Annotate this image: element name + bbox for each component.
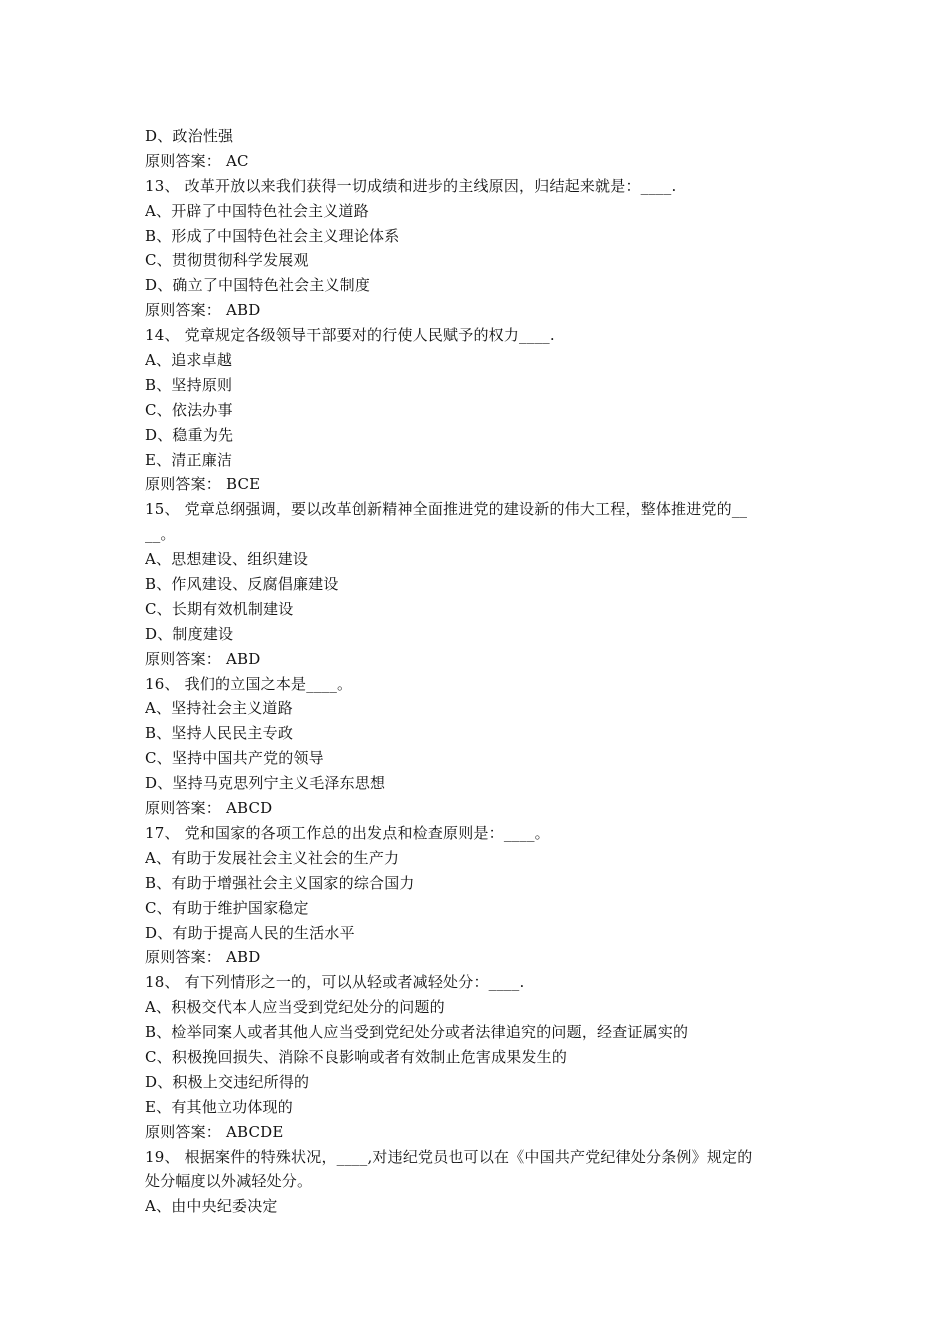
option-c-q13: C、贯彻贯彻科学发展观 [145, 251, 309, 270]
question-15-continued: __。 [145, 525, 176, 544]
option-e-q18: E、有其他立功体现的 [145, 1097, 293, 1116]
question-13: 13、 改革开放以来我们获得一切成绩和进步的主线原因，归结起来就是：____. [145, 176, 677, 195]
answer-q17: 原则答案： ABD [145, 948, 261, 967]
option-d-q12: D、政治性强 [145, 127, 234, 145]
question-18: 18、 有下列情形之一的，可以从轻或者减轻处分：____. [145, 973, 525, 992]
question-15: 15、 党章总纲强调，要以改革创新精神全面推进党的建设新的伟大工程，整体推进党的__ [145, 500, 748, 519]
option-c-q17: C、有助于维护国家稳定 [145, 898, 309, 917]
question-19: 19、 根据案件的特殊状况，____,对违纪党员也可以在《中国共产党纪律处分条例》规定的 [145, 1147, 753, 1166]
answer-q14: 原则答案： BCE [145, 475, 261, 494]
option-a-q16: A、坚持社会主义道路 [145, 699, 293, 718]
option-a-q19: A、由中央纪委决定 [145, 1197, 278, 1216]
option-b-q18: B、检举同案人或者其他人应当受到党纪处分或者法律追究的问题，经查证属实的 [145, 1023, 689, 1042]
option-e-q14: E、清正廉洁 [145, 450, 233, 469]
option-d-q18: D、积极上交违纪所得的 [145, 1072, 310, 1091]
option-a-q18: A、积极交代本人应当受到党纪处分的问题的 [145, 998, 445, 1017]
option-a-q15: A、思想建设、组织建设 [145, 550, 309, 569]
answer-q18: 原则答案： ABCDE [145, 1122, 284, 1141]
answer-q13: 原则答案： ABD [145, 301, 261, 320]
answer-q12: 原则答案： AC [145, 151, 249, 170]
option-d-q17: D、有助于提高人民的生活水平 [145, 923, 355, 942]
option-b-q16: B、坚持人民民主专政 [145, 724, 294, 743]
question-16: 16、 我们的立国之本是____。 [145, 674, 353, 693]
option-d-q13: D、确立了中国特色社会主义制度 [145, 276, 371, 295]
question-17: 17、 党和国家的各项工作总的出发点和检查原则是：____。 [145, 823, 550, 842]
option-b-q14: B、坚持原则 [145, 375, 233, 394]
document-body [145, 124, 810, 1219]
option-d-q15: D、制度建设 [145, 624, 234, 643]
option-c-q16: C、坚持中国共产党的领导 [145, 749, 324, 768]
answer-q16: 原则答案： ABCD [145, 799, 273, 818]
answer-q15: 原则答案： ABD [145, 649, 261, 668]
option-d-q16: D、坚持马克思列宁主义毛泽东思想 [145, 774, 386, 793]
option-d-q14: D、稳重为先 [145, 425, 234, 444]
question-19-continued: 处分幅度以外减轻处分。 [145, 1172, 313, 1191]
option-b-q15: B、作风建设、反腐倡廉建设 [145, 575, 339, 594]
option-b-q13: B、形成了中国特色社会主义理论体系 [145, 226, 400, 245]
question-14: 14、 党章规定各级领导干部要对的行使人民赋予的权力____. [145, 326, 555, 345]
option-c-q15: C、长期有效机制建设 [145, 599, 294, 618]
option-a-q14: A、追求卓越 [145, 351, 233, 370]
option-a-q17: A、有助于发展社会主义社会的生产力 [145, 848, 400, 867]
option-c-q18: C、积极挽回损失、消除不良影响或者有效制止危害成果发生的 [145, 1047, 568, 1066]
option-a-q13: A、开辟了中国特色社会主义道路 [145, 201, 369, 220]
option-b-q17: B、有助于增强社会主义国家的综合国力 [145, 873, 415, 892]
option-c-q14: C、依法办事 [145, 400, 233, 419]
